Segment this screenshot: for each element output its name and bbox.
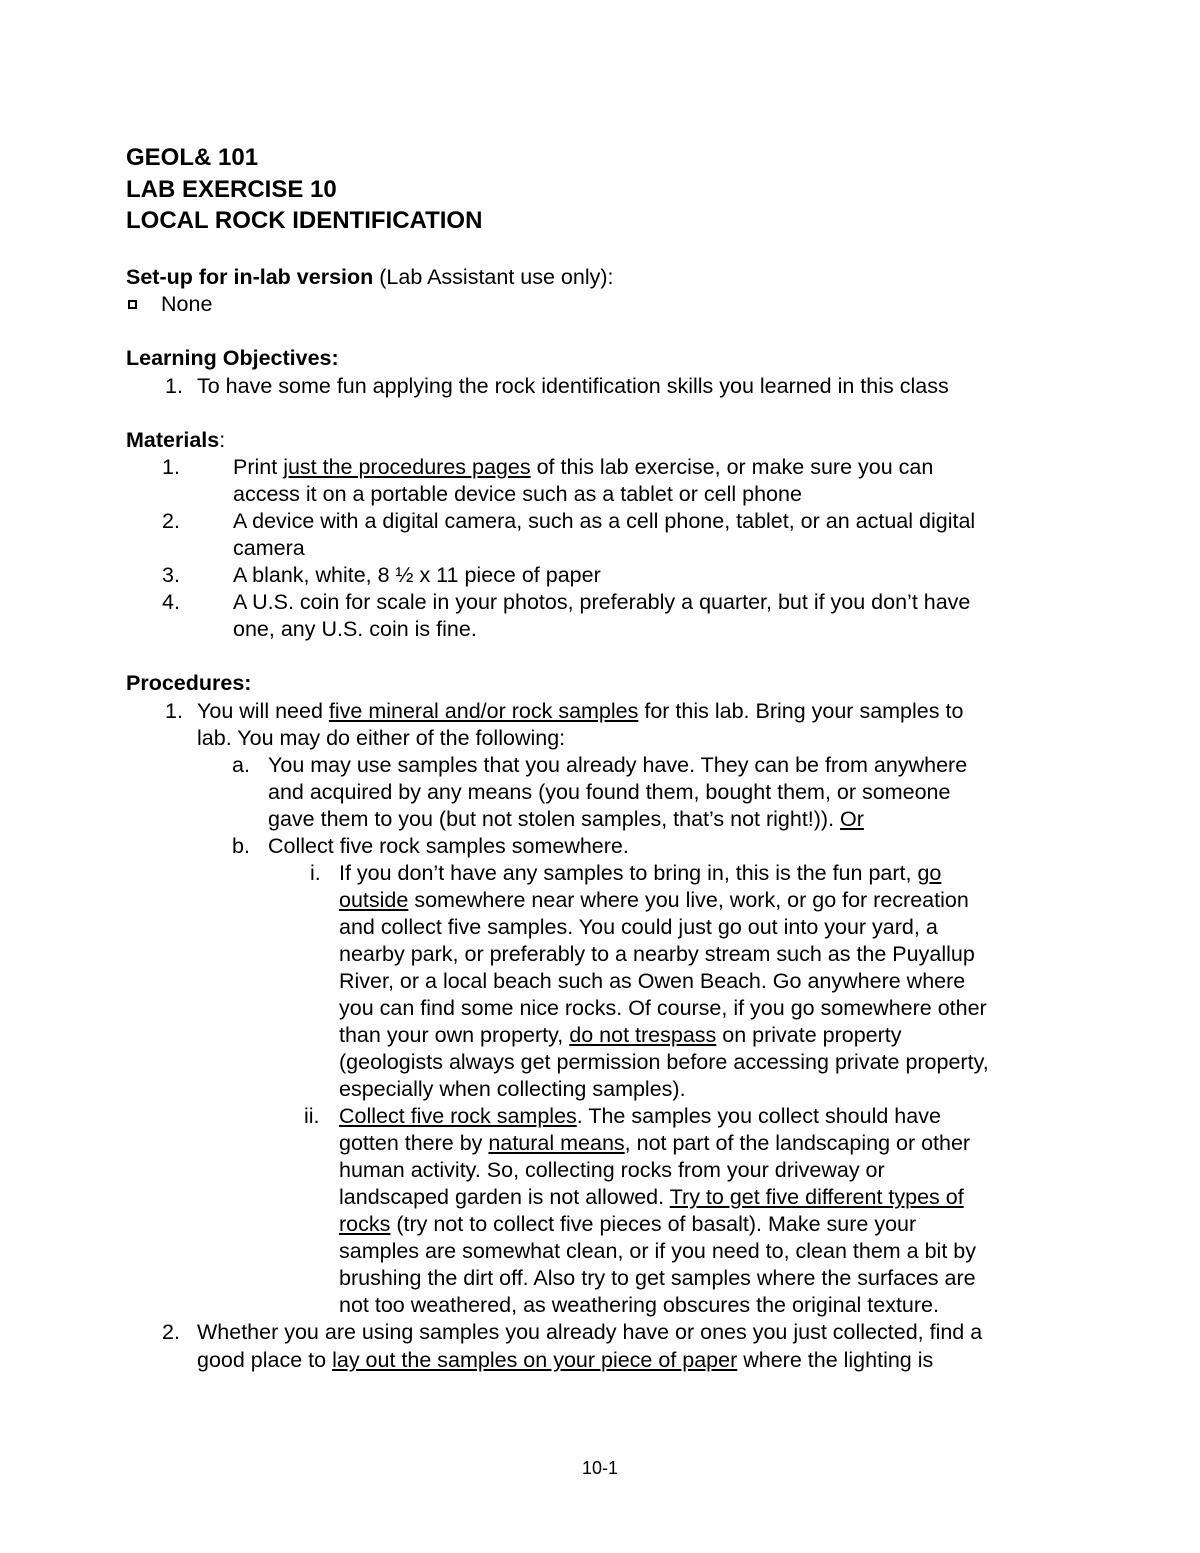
underlined-text: lay out the samples on your piece of paper bbox=[332, 1348, 738, 1372]
text-span: (try not to collect five pieces of basalt). Make sure your bbox=[390, 1212, 917, 1236]
text-span: Print bbox=[233, 455, 284, 479]
objectives-heading: Learning Objectives: bbox=[126, 346, 339, 370]
subitem-letter: b. bbox=[232, 834, 250, 858]
setup-item bbox=[128, 291, 137, 318]
material-number: 3. bbox=[162, 563, 180, 587]
material-text: A blank, white, 8 ½ x 11 piece of paper bbox=[233, 563, 601, 587]
procedure-number: 1. bbox=[165, 699, 183, 723]
underlined-text: outside bbox=[339, 888, 409, 912]
exercise-title: LOCAL ROCK IDENTIFICATION bbox=[126, 207, 483, 234]
material-text: A U.S. coin for scale in your photos, preferably a quarter, but if you don’t have bbox=[233, 590, 971, 614]
roman-item-text: brushing the dirt off. Also try to get samples where the surfaces are bbox=[339, 1266, 976, 1290]
roman-item-text: human activity. So, collecting rocks from your driveway or bbox=[339, 1158, 885, 1182]
underlined-text: go bbox=[917, 861, 942, 885]
material-text bbox=[233, 454, 933, 481]
underlined-text: do not trespass bbox=[569, 1023, 717, 1047]
roman-numeral: i. bbox=[310, 861, 321, 885]
text-span: You will need bbox=[197, 699, 329, 723]
underlined-text: Or bbox=[840, 807, 864, 831]
material-text: A device with a digital camera, such as a cell phone, tablet, or an actual digital bbox=[233, 509, 976, 533]
material-number: 2. bbox=[162, 509, 180, 533]
procedure-text bbox=[197, 698, 963, 725]
setup-item-text: None bbox=[161, 292, 213, 316]
text-span: If you don’t have any samples to bring in, this is the fun part, bbox=[339, 861, 918, 885]
procedure-text bbox=[197, 1347, 933, 1374]
underlined-text: natural means bbox=[488, 1131, 625, 1155]
text-span: landscaped garden is not allowed. bbox=[339, 1185, 670, 1209]
setup-label: Set-up for in-lab version bbox=[126, 265, 374, 289]
text-span: gotten there by bbox=[339, 1131, 489, 1155]
materials-colon: : bbox=[219, 428, 226, 452]
material-text: one, any U.S. coin is fine. bbox=[233, 617, 477, 641]
text-span: good place to bbox=[197, 1348, 333, 1372]
roman-item-text bbox=[339, 860, 941, 887]
underlined-text: Try to get five different types of bbox=[669, 1185, 964, 1209]
text-span: . The samples you collect should have bbox=[576, 1104, 941, 1128]
roman-item-text: nearby park, or preferably to a nearby stream such as the Puyallup bbox=[339, 942, 975, 966]
checkbox-bullet-icon bbox=[128, 300, 137, 309]
underlined-text: Collect five rock samples bbox=[339, 1104, 577, 1128]
setup-note: (Lab Assistant use only): bbox=[373, 265, 614, 289]
procedure-number: 2. bbox=[162, 1320, 180, 1344]
roman-item-text: samples are somewhat clean, or if you need to, clean them a bit by bbox=[339, 1239, 976, 1263]
text-span: for this lab. Bring your samples to bbox=[638, 699, 964, 723]
materials-heading: Materials bbox=[126, 428, 220, 452]
roman-item-text bbox=[339, 887, 969, 914]
subitem-text: You may use samples that you already have. They can be from anywhere bbox=[268, 753, 968, 777]
roman-numeral: ii. bbox=[304, 1104, 320, 1128]
subitem-text: Collect five rock samples somewhere. bbox=[268, 834, 629, 858]
page-number: 10-1 bbox=[581, 1458, 619, 1478]
course-code: GEOL& 101 bbox=[126, 144, 259, 171]
exercise-number: LAB EXERCISE 10 bbox=[126, 176, 337, 203]
text-span: on private property bbox=[716, 1023, 902, 1047]
text-span: , not part of the landscaping or other bbox=[624, 1131, 971, 1155]
text-span: than your own property, bbox=[339, 1023, 570, 1047]
setup-line bbox=[126, 264, 614, 291]
text-span: somewhere near where you live, work, or go for recreation bbox=[408, 888, 969, 912]
objective-number: 1. bbox=[165, 374, 183, 398]
procedure-text: lab. You may do either of the following: bbox=[197, 726, 566, 750]
roman-item-text: and collect five samples. You could just go out into your yard, a bbox=[339, 915, 938, 939]
material-number: 1. bbox=[162, 455, 180, 479]
material-text: access it on a portable device such as a tablet or cell phone bbox=[233, 482, 802, 506]
roman-item-text bbox=[339, 1022, 902, 1049]
underlined-text: rocks bbox=[339, 1212, 391, 1236]
roman-item-text: you can find some nice rocks. Of course, if you go somewhere other bbox=[339, 996, 987, 1020]
roman-item-text bbox=[339, 1103, 941, 1130]
roman-item-text: River, or a local beach such as Owen Beach. Go anywhere where bbox=[339, 969, 966, 993]
subitem-letter: a. bbox=[232, 753, 250, 777]
roman-item-text bbox=[339, 1184, 964, 1211]
material-text: camera bbox=[233, 536, 305, 560]
objective-text: To have some fun applying the rock identification skills you learned in this class bbox=[197, 374, 949, 398]
roman-item-text: not too weathered, as weathering obscures the original texture. bbox=[339, 1293, 939, 1317]
roman-item-text bbox=[339, 1130, 970, 1157]
text-span: of this lab exercise, or make sure you can bbox=[530, 455, 934, 479]
text-span: gave them to you (but not stolen samples, that’s not right!)). bbox=[268, 807, 841, 831]
subitem-text bbox=[268, 806, 864, 833]
underlined-text: five mineral and/or rock samples bbox=[328, 699, 639, 723]
roman-item-text bbox=[339, 1211, 916, 1238]
procedure-text: Whether you are using samples you already have or ones you just collected, find a bbox=[197, 1320, 983, 1344]
procedures-heading: Procedures: bbox=[126, 671, 252, 695]
materials-heading-line bbox=[126, 427, 225, 454]
text-span: where the lighting is bbox=[737, 1348, 934, 1372]
material-number: 4. bbox=[162, 590, 180, 614]
roman-item-text: (geologists always get permission before accessing private property, bbox=[339, 1050, 989, 1074]
subitem-text: and acquired by any means (you found them, bought them, or someone bbox=[268, 780, 951, 804]
roman-item-text: especially when collecting samples). bbox=[339, 1077, 686, 1101]
underlined-text: just the procedures pages bbox=[283, 455, 531, 479]
